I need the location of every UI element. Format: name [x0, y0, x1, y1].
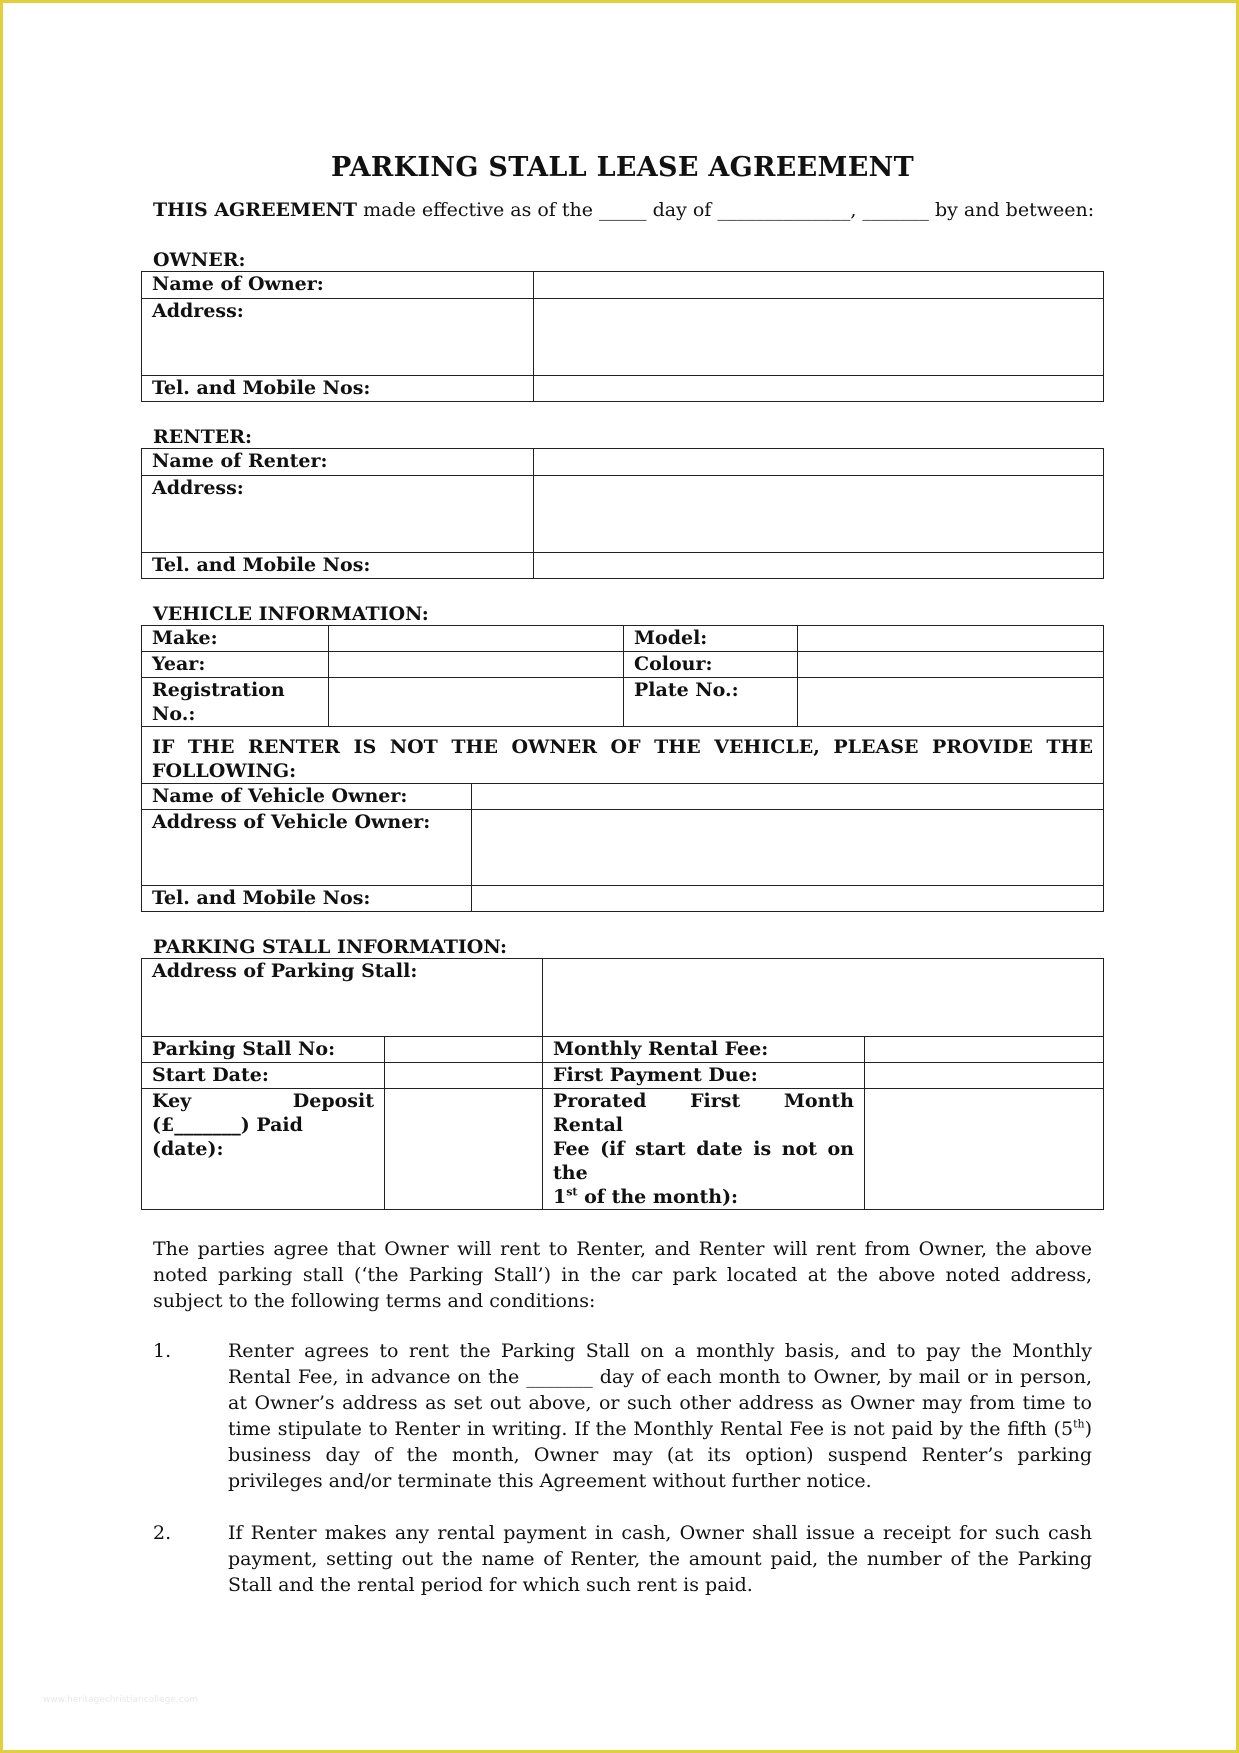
- vehicle-make-field[interactable]: [329, 626, 624, 652]
- owner-heading: OWNER:: [153, 249, 246, 271]
- stall-number-field[interactable]: [385, 1037, 543, 1063]
- key-deposit-line1: Key Deposit: [152, 1090, 374, 1112]
- intro-bold: THIS AGREEMENT: [153, 199, 358, 221]
- first-payment-label: First Payment Due:: [543, 1063, 865, 1089]
- vehicle-table: [141, 625, 1104, 727]
- vehicle-owner-table: [141, 726, 1104, 912]
- term-text: If Renter makes any rental payment in cash, Owner shall issue a receipt for such cash payment, setting out the name of Renter, the amount paid, the number of the Parking Stall and the rental period for which such rent is paid.: [228, 1522, 1092, 1596]
- document-content: [141, 149, 1104, 1598]
- stall-number-label: Parking Stall No:: [142, 1037, 385, 1063]
- prorated-line1: Prorated First Month Rental: [553, 1090, 854, 1136]
- vehicle-registration-field[interactable]: [329, 678, 624, 727]
- prorated-day: 1: [553, 1186, 567, 1208]
- start-date-field[interactable]: [385, 1063, 543, 1089]
- watermark: www.heritagechristiancollege.com: [43, 1695, 198, 1705]
- renter-heading: RENTER:: [153, 426, 253, 448]
- vehicle-colour-label: Colour:: [624, 652, 798, 678]
- agreement-intro: [153, 197, 1104, 223]
- stall-address-field[interactable]: [543, 959, 1104, 1037]
- vehicle-year-field[interactable]: [329, 652, 624, 678]
- vehicle-year-label: Year:: [142, 652, 329, 678]
- stall-table: [141, 958, 1104, 1210]
- key-deposit-field[interactable]: [385, 1089, 543, 1210]
- vehicle-colour-field[interactable]: [798, 652, 1104, 678]
- vehicle-heading: VEHICLE INFORMATION:: [153, 603, 429, 625]
- vehicle-owner-name-label: Name of Vehicle Owner:: [142, 784, 472, 810]
- term-text: [228, 1338, 1092, 1494]
- vehicle-registration-label: Registration No.:: [142, 678, 329, 727]
- vehicle-plate-label: Plate No.:: [624, 678, 798, 727]
- term-item: [153, 1338, 1092, 1494]
- vehicle-owner-notice-end: FOLLOWING:: [152, 760, 297, 782]
- renter-address-label: Address:: [142, 476, 534, 553]
- monthly-fee-field[interactable]: [865, 1037, 1104, 1063]
- renter-name-label: Name of Renter:: [142, 449, 534, 476]
- term-sup: th: [1073, 1417, 1085, 1431]
- term-number: 1.: [153, 1340, 172, 1362]
- monthly-fee-label: Monthly Rental Fee:: [543, 1037, 865, 1063]
- renter-tel-field[interactable]: [534, 553, 1104, 579]
- vehicle-owner-notice-cell: [142, 727, 1104, 784]
- term-text-a: Renter agrees to rent the Parking Stall on a monthly basis, and to pay the Monthly Rental Fee, in advance on the _______ day of each month to Owner, by mail or in person, at Owner’s address as set out above, or such other address as Owner may from time to time stipulate to Renter in writing. If the Monthly Rental Fee is not paid by the fifth (5: [228, 1340, 1092, 1440]
- renter-address-field[interactable]: [534, 476, 1104, 553]
- term-text-b: ) business day of the month, Owner may (at its option) suspend Renter’s parking privileges and/or terminate this Agreement without further notice.: [228, 1418, 1092, 1492]
- vehicle-model-label: Model:: [624, 626, 798, 652]
- start-date-label: Start Date:: [142, 1063, 385, 1089]
- owner-table: [141, 271, 1104, 402]
- owner-name-field[interactable]: [534, 272, 1104, 299]
- vehicle-owner-notice: IF THE RENTER IS NOT THE OWNER OF THE VEHICLE, PLEASE PROVIDE THE: [152, 736, 1093, 758]
- vehicle-owner-name-field[interactable]: [472, 784, 1104, 810]
- vehicle-owner-address-label: Address of Vehicle Owner:: [142, 810, 472, 886]
- renter-tel-label: Tel. and Mobile Nos:: [142, 553, 534, 579]
- stall-address-label: Address of Parking Stall:: [142, 959, 543, 1037]
- owner-tel-field[interactable]: [534, 376, 1104, 402]
- prorated-fee-field[interactable]: [865, 1089, 1104, 1210]
- vehicle-plate-field[interactable]: [798, 678, 1104, 727]
- stall-heading: PARKING STALL INFORMATION:: [153, 936, 508, 958]
- vehicle-owner-tel-field[interactable]: [472, 886, 1104, 912]
- key-deposit-label: [142, 1089, 385, 1210]
- renter-name-field[interactable]: [534, 449, 1104, 476]
- prorated-line2: Fee (if start date is not on the: [553, 1138, 854, 1184]
- prorated-fee-label: [543, 1089, 865, 1210]
- first-payment-field[interactable]: [865, 1063, 1104, 1089]
- vehicle-owner-tel-label: Tel. and Mobile Nos:: [142, 886, 472, 912]
- owner-address-field[interactable]: [534, 299, 1104, 376]
- owner-name-label: Name of Owner:: [142, 272, 534, 299]
- intro-text: made effective as of the _____ day of ______________, _______ by and between:: [357, 199, 1095, 221]
- term-item: [153, 1520, 1092, 1598]
- vehicle-owner-address-field[interactable]: [472, 810, 1104, 886]
- term-number: 2.: [153, 1522, 172, 1544]
- key-deposit-line2: (£_______) Paid (date):: [152, 1114, 303, 1160]
- prorated-line3: [553, 1185, 854, 1209]
- document-title: PARKING STALL LEASE AGREEMENT: [331, 152, 914, 183]
- terms-intro: The parties agree that Owner will rent to Renter, and Renter will rent from Owner, the above noted parking stall (‘the Parking Stall’) in the car park located at the above noted address, subject to the following terms and conditions:: [153, 1238, 1092, 1312]
- vehicle-model-field[interactable]: [798, 626, 1104, 652]
- owner-address-label: Address:: [142, 299, 534, 376]
- owner-tel-label: Tel. and Mobile Nos:: [142, 376, 534, 402]
- renter-table: [141, 448, 1104, 579]
- prorated-sup: st: [566, 1185, 578, 1199]
- prorated-line3-text: of the month):: [577, 1186, 739, 1208]
- vehicle-make-label: Make:: [142, 626, 329, 652]
